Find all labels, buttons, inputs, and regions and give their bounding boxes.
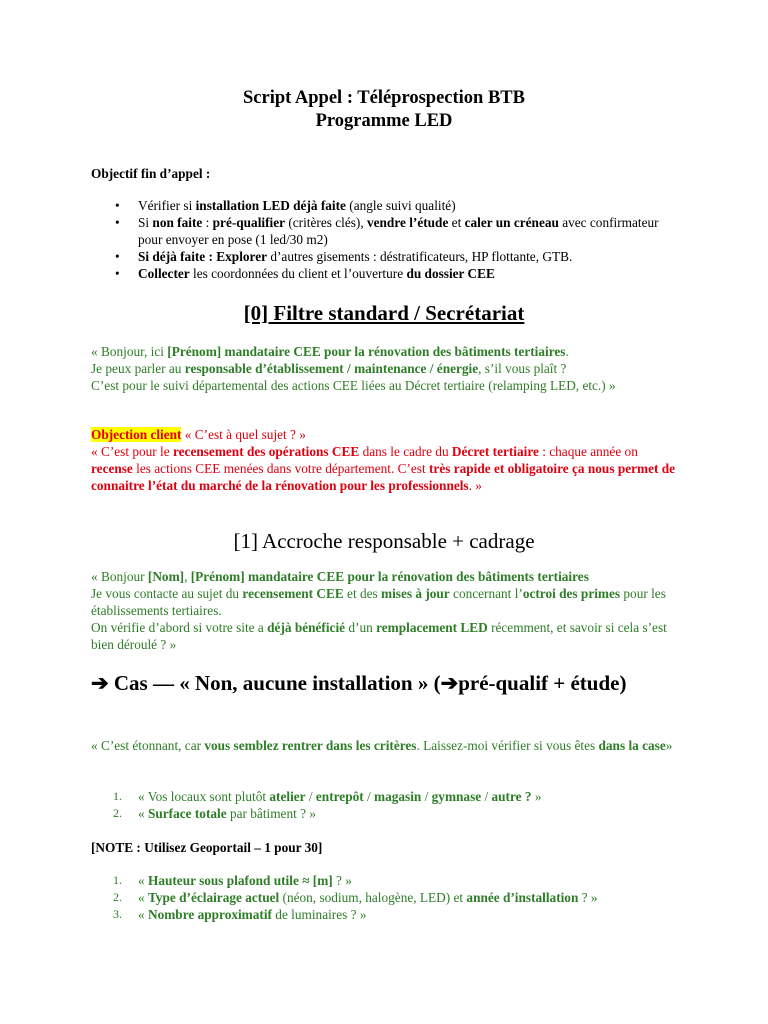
list-item: • Si non faite : pré-qualifier (critères clés), vendre l’étude et caler un créneau avec confirmateur pour envoyer en pose (1 led/30 m2): [91, 214, 671, 248]
list-item: 3. « Nombre approximatif de luminaires ? »: [113, 907, 367, 922]
list-item: 2. « Surface totale par bâtiment ? »: [113, 806, 316, 821]
document-title: [0, 87, 768, 133]
objection-answer: « C’est pour le recensement des opérations CEE dans le cadre du Décret tertiaire : chaque année on recense les actions CEE menées dans votre département. C’est très rapide et obligatoire ça nous permet de connaitre l’état du marché de la rénovation pour les professionnels. »: [91, 444, 676, 493]
question-list-2: [91, 872, 671, 923]
title-line-1: Script Appel : Téléprospection BTB: [243, 88, 525, 108]
title-line-2: Programme LED: [315, 111, 453, 131]
list-item: 1. « Hauteur sous plafond utile ≈ [m] ? »: [113, 873, 352, 888]
case-heading: ➔ Cas — « Non, aucune installation » (➔pré-qualif + étude): [91, 671, 627, 695]
arrow-right-icon: ➔: [91, 671, 109, 695]
list-item: 1. « Vos locaux sont plutôt atelier / entrepôt / magasin / gymnase / autre ? »: [113, 789, 542, 804]
objection-line: Objection client « C’est à quel sujet ? »: [91, 427, 306, 442]
section-1-intro: « Bonjour [Nom], [Prénom] mandataire CEE pour la rénovation des bâtiments tertiaires Je vous contacte au sujet du recensement CEE et des mises à jour concernant l’octroi des primes pour les établissements tertiaires. On vérifie d’abord si votre site a déjà bénéficié d’un remplacement LED récemment, et savoir si cela s’est bien déroulé ? »: [91, 569, 667, 652]
objective-list: [91, 197, 671, 282]
objection-label: Objection client: [91, 427, 182, 442]
objective-heading: Objectif fin d’appel :: [91, 166, 211, 181]
section-1-heading: [1] Accroche responsable + cadrage: [233, 529, 535, 553]
note-line: [NOTE : Utilisez Geoportail – 1 pour 30]: [91, 840, 323, 855]
list-item: • Collecter les coordonnées du client et l’ouverture du dossier CEE: [91, 265, 671, 282]
list-item: • Si déjà faite : Explorer d’autres gisements : déstratificateurs, HP flottante, GTB.: [91, 248, 671, 265]
list-item: • Vérifier si installation LED déjà faite (angle suivi qualité): [91, 197, 671, 214]
section-0-heading: [0] Filtre standard / Secrétariat: [243, 301, 525, 325]
question-list-1: [91, 788, 671, 822]
section-0-intro: « Bonjour, ici [Prénom] mandataire CEE pour la rénovation des bâtiments tertiaires. Je peux parler au responsable d’établissement / maintenance / énergie, s’il vous plaît ? C’est pour le suivi départemental des actions CEE liées au Décret tertiaire (relamping LED, etc.) »: [91, 344, 616, 393]
list-item: 2. « Type d’éclairage actuel (néon, sodium, halogène, LED) et année d’installation ? »: [113, 890, 598, 905]
arrow-right-icon: ➔: [440, 671, 459, 695]
case-intro: « C’est étonnant, car vous semblez rentrer dans les critères. Laissez-moi vérifier si vous êtes dans la case»: [91, 738, 673, 753]
